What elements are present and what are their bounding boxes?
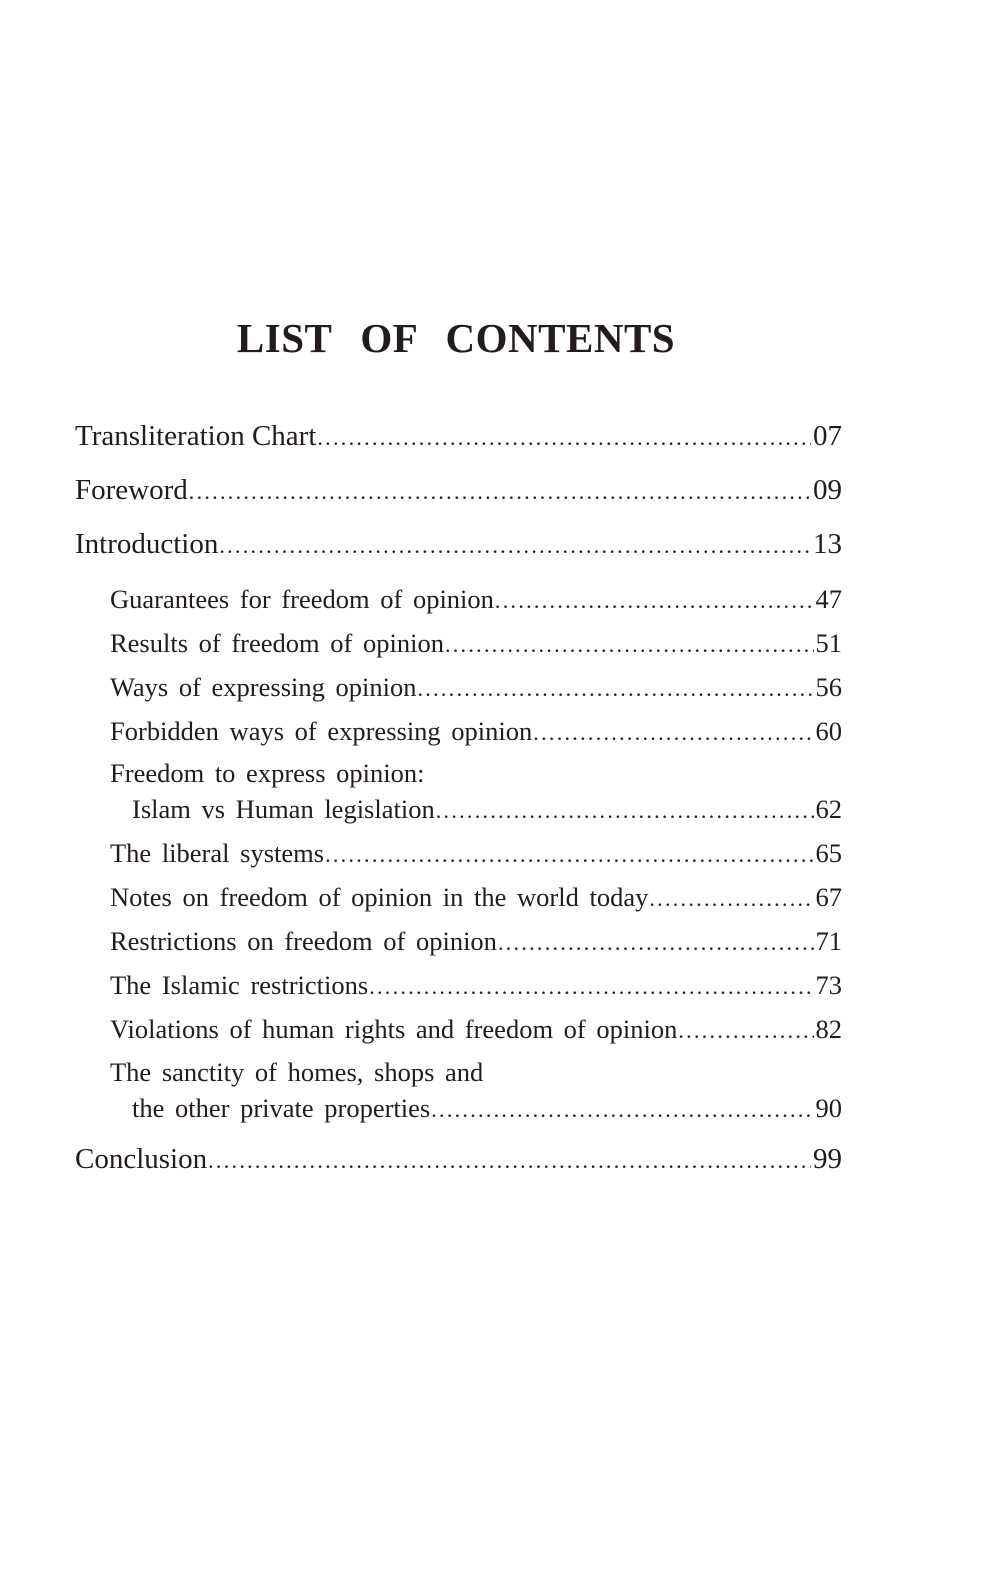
toc-entry-title: Restrictions on freedom of opinion <box>110 926 497 956</box>
toc-entry-sanctity <box>132 1093 842 1124</box>
toc-entry-restrictions <box>110 926 842 957</box>
toc-page-number: 73 <box>815 970 842 1000</box>
dot-leader <box>189 479 811 505</box>
toc-page-number: 07 <box>813 420 842 452</box>
dot-leader <box>498 930 814 956</box>
toc-page-number: 65 <box>815 838 842 868</box>
toc-entry-title: Results of freedom of opinion <box>110 628 444 658</box>
toc-page-number: 62 <box>815 794 842 824</box>
dot-leader <box>325 842 813 868</box>
toc-entry-title: Conclusion <box>75 1143 208 1175</box>
dot-leader <box>649 886 813 912</box>
dot-leader <box>678 1018 813 1044</box>
toc-page-number: 67 <box>815 882 842 912</box>
toc-entry-liberal-systems <box>110 838 842 869</box>
dot-leader <box>495 588 814 614</box>
toc-entry-freedom-to-express-line1: Freedom to express opinion: <box>110 758 425 788</box>
toc-entry-title: Foreword <box>75 474 188 506</box>
dot-leader <box>317 425 811 451</box>
toc-page-number: 13 <box>813 528 842 560</box>
toc-entry-freedom-to-express <box>132 794 842 825</box>
dot-leader <box>445 632 814 658</box>
toc-entry-title: Introduction <box>75 528 219 560</box>
toc-entry-title: Notes on freedom of opinion in the world today <box>110 882 649 912</box>
dot-leader <box>431 1097 813 1123</box>
dot-leader <box>533 720 813 746</box>
toc-page-number: 71 <box>815 926 842 956</box>
toc-entry-forbidden-ways <box>110 716 842 747</box>
toc-page-number: 09 <box>813 474 842 506</box>
toc-entry-title: the other private properties <box>132 1093 431 1123</box>
toc-entry-ways <box>110 672 842 703</box>
toc-entry-title: Transliteration Chart <box>75 420 317 452</box>
toc-entry-guarantees <box>110 584 842 615</box>
toc-page-number: 90 <box>815 1093 842 1123</box>
toc-entry-title: Forbidden ways of expressing opinion <box>110 716 533 746</box>
toc-entry-title: Islam vs Human legislation <box>132 794 435 824</box>
toc-entry-title: Guarantees for freedom of opinion <box>110 584 494 614</box>
toc-entry-conclusion <box>75 1143 842 1176</box>
toc-page-number: 60 <box>815 716 842 746</box>
toc-entry-title: The liberal systems <box>110 838 325 868</box>
toc-entry-transliteration-chart <box>75 420 842 453</box>
page-title: LIST OF CONTENTS <box>236 315 676 361</box>
toc-entry-introduction <box>75 528 842 561</box>
toc-entry-title: Ways of expressing opinion <box>110 672 417 702</box>
toc-entry-title: Violations of human rights and freedom of opinion <box>110 1014 678 1044</box>
toc-page-number: 56 <box>815 672 842 702</box>
toc-entry-notes-on-freedom <box>110 882 842 913</box>
toc-entry-islamic-restrictions <box>110 970 842 1001</box>
dot-leader <box>417 676 813 702</box>
dot-leader <box>369 974 813 1000</box>
dot-leader <box>436 798 814 824</box>
toc-entry-violations <box>110 1014 842 1045</box>
toc-entry-foreword <box>75 474 842 507</box>
toc-entry-title: The Islamic restrictions <box>110 970 369 1000</box>
toc-page-number: 47 <box>815 584 842 614</box>
dot-leader <box>219 533 811 559</box>
dot-leader <box>208 1148 811 1174</box>
toc-entry-results <box>110 628 842 659</box>
toc-page-number: 82 <box>815 1014 842 1044</box>
toc-entry-sanctity-line1: The sanctity of homes, shops and <box>110 1057 484 1087</box>
toc-page-number: 99 <box>813 1143 842 1175</box>
toc-page-number: 51 <box>815 628 842 658</box>
